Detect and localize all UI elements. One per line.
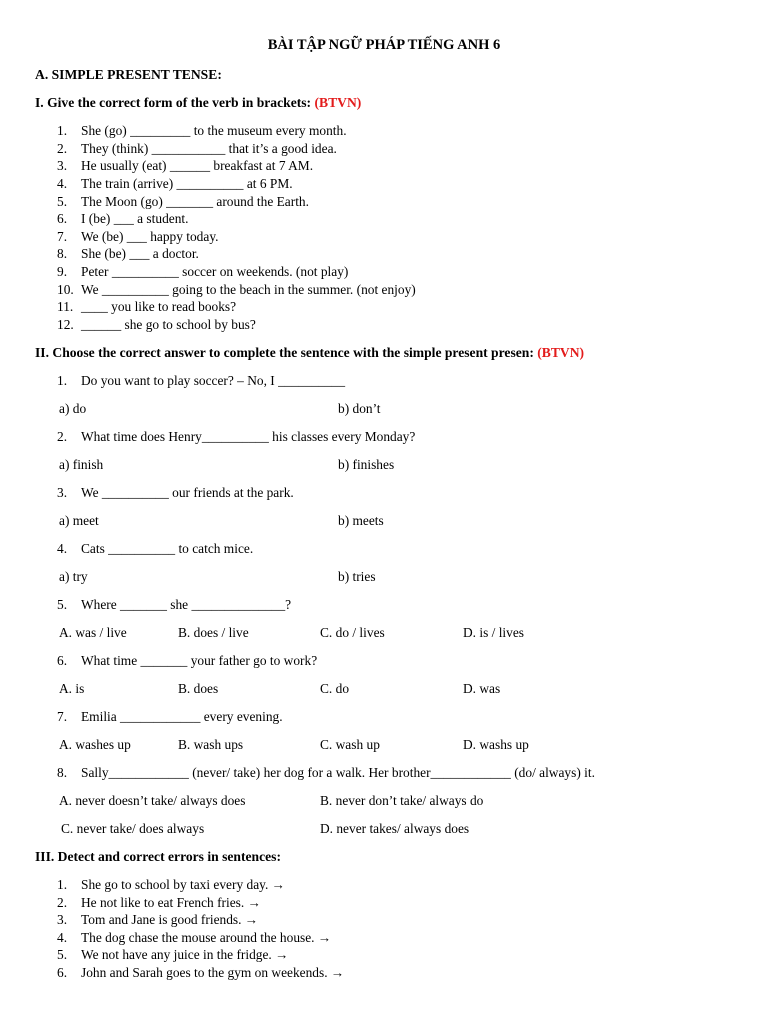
item-text: John and Sarah goes to the gym on weekends. → — [81, 965, 345, 980]
question-text: What time _______ your father go to work? — [81, 653, 318, 668]
part3-item — [57, 895, 261, 911]
question-number: 7. — [57, 709, 68, 724]
option: b) finishes — [338, 457, 395, 472]
part1-item — [57, 246, 199, 262]
item-text: The train (arrive) __________ at 6 PM. — [81, 176, 293, 191]
option: D. never takes/ always does — [320, 821, 470, 836]
option: C. never take/ does always — [61, 821, 205, 836]
question-text: Do you want to play soccer? – No, I __________ — [81, 373, 346, 388]
question — [57, 429, 415, 445]
question-number: 6. — [57, 653, 68, 668]
question — [57, 597, 291, 613]
item-text: Peter __________ soccer on weekends. (not play) — [81, 264, 349, 279]
question-text: Cats __________ to catch mice. — [81, 541, 254, 556]
page-title: BÀI TẬP NGỮ PHÁP TIẾNG ANH 6 — [267, 37, 501, 53]
question — [57, 653, 317, 669]
part1-item — [57, 123, 347, 139]
item-text: We not have any juice in the fridge. → — [81, 947, 289, 962]
part1-item — [57, 141, 337, 157]
question — [57, 541, 253, 557]
part1-item — [57, 158, 313, 174]
part2-heading — [35, 345, 584, 361]
item-number: 8. — [57, 246, 68, 261]
part3-heading: III. Detect and correct errors in sentences: — [35, 849, 281, 864]
option: B. wash ups — [178, 737, 244, 752]
item-number: 3. — [57, 912, 68, 927]
question-text: Sally____________ (never/ take) her dog for a walk. Her brother____________ (do/ always) it. — [81, 765, 595, 780]
item-number: 3. — [57, 158, 68, 173]
item-number: 5. — [57, 194, 68, 209]
question-number: 4. — [57, 541, 68, 556]
option: b) meets — [338, 513, 384, 528]
question-number: 1. — [57, 373, 68, 388]
part2-btvn-tag: (BTVN) — [537, 345, 585, 360]
item-text: ____ you like to read books? — [81, 299, 237, 314]
part1-btvn-tag: (BTVN) — [314, 95, 362, 110]
option: A. is — [59, 681, 85, 696]
item-text: Tom and Jane is good friends. → — [81, 912, 259, 927]
option: a) finish — [59, 457, 104, 472]
item-number: 4. — [57, 930, 68, 945]
question-number: 2. — [57, 429, 68, 444]
part1-item — [57, 194, 309, 210]
item-text: We (be) ___ happy today. — [81, 229, 219, 244]
part1-item — [57, 211, 188, 227]
part1-item — [57, 229, 219, 245]
item-number: 4. — [57, 176, 68, 191]
item-number: 9. — [57, 264, 68, 279]
part1-item — [57, 282, 416, 298]
item-number: 2. — [57, 895, 68, 910]
question-text: What time does Henry__________ his classes every Monday? — [81, 429, 416, 444]
option: a) do — [59, 401, 87, 416]
item-number: 7. — [57, 229, 68, 244]
option: A. was / live — [59, 625, 127, 640]
item-number: 6. — [57, 211, 68, 226]
item-text: We __________ going to the beach in the summer. (not enjoy) — [81, 282, 416, 297]
item-number: 11. — [57, 299, 74, 314]
option: D. is / lives — [463, 625, 525, 640]
question — [57, 373, 345, 389]
item-text: The dog chase the mouse around the house. → — [81, 930, 332, 945]
item-text: She (be) ___ a doctor. — [81, 246, 199, 261]
part3-item — [57, 947, 289, 963]
item-number: 10. — [57, 282, 74, 297]
part1-item — [57, 299, 236, 315]
question-number: 3. — [57, 485, 68, 500]
question-number: 5. — [57, 597, 68, 612]
part3-item — [57, 930, 331, 946]
item-text: She go to school by taxi every day. → — [81, 877, 286, 892]
item-text: I (be) ___ a student. — [81, 211, 189, 226]
part3-item — [57, 965, 344, 981]
option: C. do — [320, 681, 350, 696]
option: b) don’t — [338, 401, 381, 416]
question-text: Where _______ she ______________? — [81, 597, 292, 612]
item-number: 1. — [57, 123, 68, 138]
part1-item — [57, 264, 348, 280]
option: A. washes up — [59, 737, 131, 752]
part3-item — [57, 877, 285, 893]
option: D. was — [463, 681, 501, 696]
question — [57, 709, 283, 725]
option: A. never doesn’t take/ always does — [59, 793, 246, 808]
option: a) meet — [59, 513, 99, 528]
option: B. does / live — [178, 625, 249, 640]
part1-item — [57, 176, 293, 192]
item-text: She (go) _________ to the museum every month. — [81, 123, 347, 138]
item-text: They (think) ___________ that it’s a good idea. — [81, 141, 337, 156]
item-number: 12. — [57, 317, 74, 332]
item-number: 2. — [57, 141, 68, 156]
part3-item — [57, 912, 258, 928]
option: D. washs up — [463, 737, 529, 752]
question — [57, 485, 294, 501]
part1-heading-text: I. Give the correct form of the verb in brackets: — [35, 95, 312, 110]
option: B. never don’t take/ always do — [320, 793, 484, 808]
option: a) try — [59, 569, 88, 584]
item-number: 6. — [57, 965, 68, 980]
question-number: 8. — [57, 765, 68, 780]
option: C. wash up — [320, 737, 380, 752]
item-text: He not like to eat French fries. → — [81, 895, 261, 910]
option: b) tries — [338, 569, 376, 584]
item-text: The Moon (go) _______ around the Earth. — [81, 194, 309, 209]
part2-heading-text: II. Choose the correct answer to complete the sentence with the simple present presen: — [35, 345, 534, 360]
item-number: 5. — [57, 947, 68, 962]
question-text: We __________ our friends at the park. — [81, 485, 294, 500]
question-text: Emilia ____________ every evening. — [81, 709, 283, 724]
item-number: 1. — [57, 877, 68, 892]
option: C. do / lives — [320, 625, 385, 640]
item-text: He usually (eat) ______ breakfast at 7 AM. — [81, 158, 314, 173]
question — [57, 765, 595, 781]
section-a-heading: A. SIMPLE PRESENT TENSE: — [35, 67, 222, 82]
item-text: ______ she go to school by bus? — [81, 317, 256, 332]
option: B. does — [178, 681, 219, 696]
part1-heading — [35, 95, 361, 111]
part1-item — [57, 317, 256, 333]
